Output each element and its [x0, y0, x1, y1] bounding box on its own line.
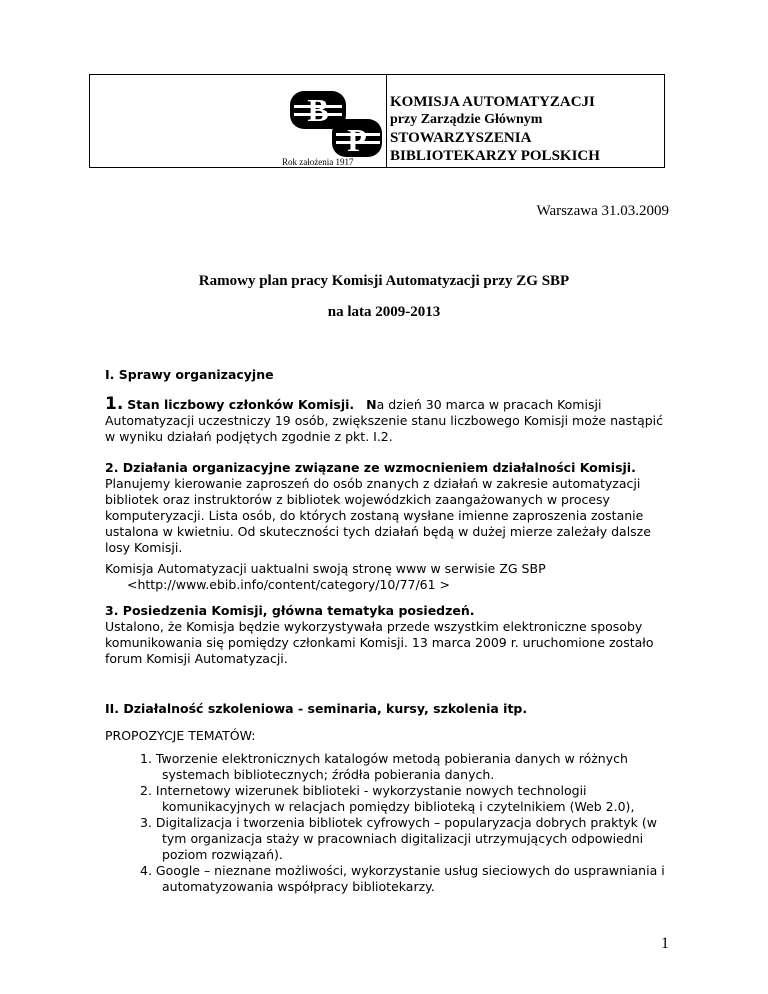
section2-heading: II. Działalność szkoleniowa - seminaria, kursy, szkolenia itp. — [105, 701, 528, 716]
svg-text:B: B — [307, 92, 329, 128]
document-subtitle: na lata 2009-2013 — [327, 304, 441, 320]
section1-heading: I. Sprawy organizacyjne — [105, 367, 274, 382]
section1-item2: 2. Działania organizacyjne związane ze wzmocnieniem działalności Komisji. Planujemy kierowanie zaproszeń do osób znanych z działań w zakresie automatyzacji bibliotek oraz instruktorów z bibliotek wojewódzkich zaangażowanych w procesy komputeryzacji. Lista osób, do których zostaną wysłane imienne zaproszenia zostanie ustalona w kwietniu. Od skuteczności tych działań będą w dużej mierze zależały dalsze losy Komisji. — [105, 460, 651, 555]
document-date: Warszawa 31.03.2009 — [536, 203, 669, 219]
page-number: 1 — [661, 935, 669, 952]
section1-item3: 3. Posiedzenia Komisji, główna tematyka posiedzeń. Ustalono, że Komisja będzie wykorzystywała przede wszystkim elektroniczne sposoby komunikowania się pomiędzy członkami Komisji. 13 marca 2009 r. uruchomione zostało forum Komisji Automatyzacji. — [105, 603, 654, 666]
www-link[interactable]: <http://www.ebib.info/content/category/10/77/61 > — [127, 577, 451, 592]
proposals-label: PROPOZYCJE TEMATÓW: — [105, 728, 256, 743]
list-item: 2. Internetowy wizerunek biblioteki - wykorzystanie nowych technologii komunikacyjnych w relacjach pomiędzy biblioteką i czytelnikiem (Web 2.0), — [140, 783, 635, 814]
topics-list — [140, 751, 680, 895]
www-note: Komisja Automatyzacji uaktualni swoją stronę www w serwisie ZG SBP <http://www.ebib.info/content/category/10/77/61 > — [105, 561, 675, 593]
header-divider — [386, 75, 387, 167]
list-item: 3. Digitalizacja i tworzenia bibliotek cyfrowych – popularyzacja dobrych praktyk (w tym organizacja staży w pracowniach digitalizacji utrzymujących odpowiedni poziom rozwiązań). — [140, 815, 657, 862]
section1-item1: 1. Stan liczbowy członków Komisji. Na dzień 30 marca w pracach Komisji Automatyzacji uczestniczy 19 osób, zwiększenie stanu liczbowego Komisji może nastąpić w wyniku działań podjętych zgodnie z pkt. I.2. — [105, 394, 664, 444]
letterhead-box — [89, 74, 665, 168]
list-item: 4. Google – nieznane możliwości, wykorzystanie usług sieciowych do usprawniania i automatyzowania współpracy bibliotekarzy. — [140, 863, 665, 894]
svg-text:P: P — [347, 122, 367, 158]
list-item: 1. Tworzenie elektronicznych katalogów metodą pobierania danych w różnych systemach bibliotecznych; źródła pobierania danych. — [140, 751, 628, 782]
document-title: Ramowy plan pracy Komisji Automatyzacji przy ZG SBP — [198, 273, 570, 289]
organization-name: KOMISJA AUTOMATYZACJI przy Zarządzie Głównym STOWARZYSZENIA BIBLIOTEKARZY POLSKICH — [390, 94, 600, 164]
founded-year: Rok założenia 1917 — [282, 157, 354, 167]
sbp-logo — [288, 89, 384, 159]
